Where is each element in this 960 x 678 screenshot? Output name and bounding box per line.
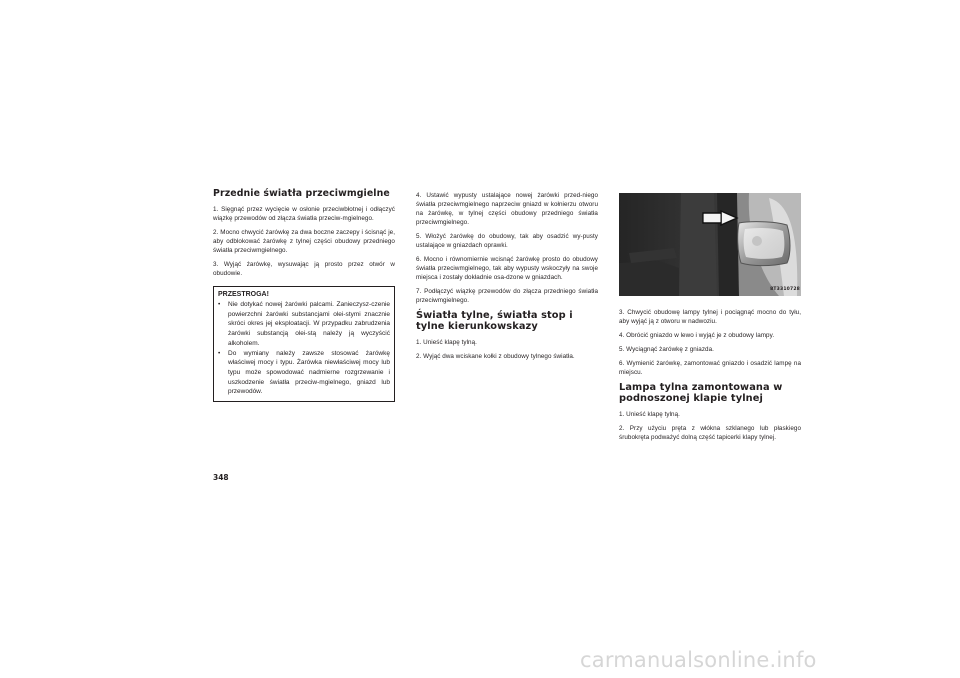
column-left [213,188,395,402]
step-3: 3. Wyjąć żarówkę, wysuwając ją prosto przez otwór w obudowie. [213,261,395,277]
tail-step-5: 5. Wyciągnąć żarówkę z gniazda. [619,346,714,353]
caution-title: PRZESTROGA! [218,291,269,298]
caution-item: • Do wymiany należy zawsze stosować żarówkę właściwej mocy i typu. Żarówka niewłaściwej mocy lub typu może spowodować nadmierne rozgrzewanie i uszkodzenie światła przeciw-mgielnego, gniazd lub przewodów. [218,349,390,398]
tail-step-3: 3. Chwycić obudowę lampy tylnej i pociągnąć mocno do tyłu, aby wyjąć ją z otworu w nadwoziu. [619,309,801,325]
column-right [619,193,801,447]
caution-list [218,300,390,397]
column-middle [416,191,598,366]
caution-box [213,286,395,402]
liftgate-step-1: 1. Unieść klapę tylną. [619,411,680,418]
page-number: 348 [213,473,229,482]
step-1: 1. Sięgnąć przez wycięcie w osłonie przeciwbłotnej i odłączyć wiązkę przewodów od złącza światła przeciw-mgielnego. [213,206,395,222]
tail-step-4: 4. Obrócić gniazdo w lewo i wyjąć je z obudowy lampy. [619,332,775,339]
step-6: 6. Mocno i równomiernie wcisnąć żarówkę prosto do obudowy światła przeciwmgielnego, tak aby wypusty wskoczyły na swoje miejsca i zostały dokładnie osa-dzone w gniazdach. [416,256,598,281]
tail-step-1: 1. Unieść klapę tylną. [416,339,477,346]
step-2: 2. Mocno chwycić żarówkę za dwa boczne zaczepy i ścisnąć je, aby odblokować żarówkę z tylnej części obudowy przedniego światła przeciwmgielnego. [213,229,395,254]
tail-step-2: 2. Wyjąć dwa wciskane kołki z obudowy tylnego światła. [416,353,575,360]
section-heading-fog-lights: Przednie światła przeciwmgielne [213,188,390,199]
tail-lamp-photo [619,193,801,296]
step-7: 7. Podłączyć wiązkę przewodów do złącza przedniego światła przeciwmgielnego. [416,288,598,304]
tail-step-6: 6. Wymienić żarówkę, zamontować gniazdo i osadzić lampę na miejscu. [619,360,801,376]
figure [619,193,801,308]
caution-item: • Nie dotykać nowej żarówki palcami. Zanieczysz-czenie powierzchni żarówki substancjami olei-stymi znacznie skróci okres jej eksploatacji. W przypadku zabrudzenia żarówki substancją olei-stą należy ją wyczyścić alkoholem. [218,300,390,349]
section-heading-liftgate-lamp: Lampa tylna zamontowana w podnoszonej klapie tylnej [619,382,783,404]
figure-code: 8T3310728 [770,287,800,292]
section-heading-tail-lights: Światła tylne, światła stop i tylne kierunkowskazy [416,310,573,332]
step-5: 5. Włożyć żarówkę do obudowy, tak aby osadzić wy-pusty ustalające w gniazdach oprawki. [416,233,598,249]
liftgate-step-2: 2. Przy użyciu pręta z włókna szklanego lub płaskiego śrubokręta podważyć dolną część tapicerki klapy tylnej. [619,425,801,441]
watermark: carmanualsonline.info [580,648,817,672]
tail-lamp-illustration [619,193,801,296]
step-4: 4. Ustawić wypusty ustalające nowej żarówki przed-niego światła przeciwmgielnego naprzeciw gniazd w kołnierzu otworu na żarówkę, w tylnej części obudowy przedniego światła przeciwmgielnego. [416,192,598,226]
